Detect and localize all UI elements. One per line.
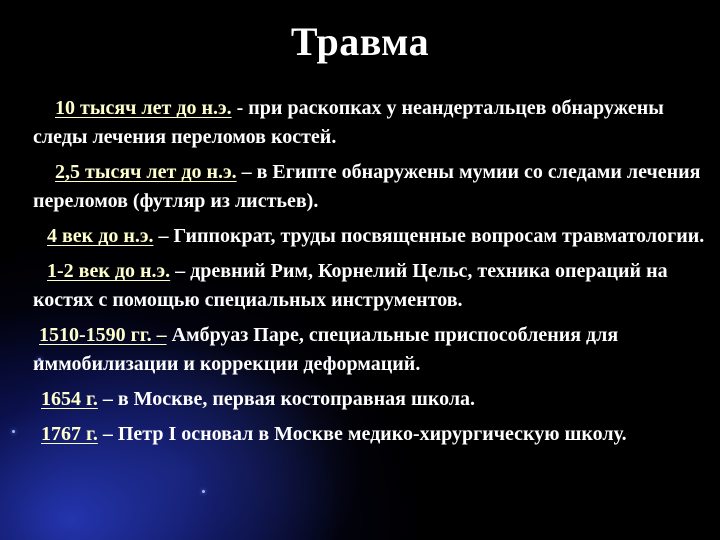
sparkle-decoration xyxy=(202,490,205,493)
list-item xyxy=(33,420,713,449)
slide-title: Травма xyxy=(290,19,430,64)
item-text: – в Египте обнаружены мумии со следами лечения переломов (футляр из листьев). xyxy=(33,161,701,212)
sparkle-decoration xyxy=(12,430,15,433)
item-text: – древний Рим, Корнелий Цельс, техника операций на костях с помощью специальных инструментов. xyxy=(33,260,668,311)
item-text: Амбруаз Паре, специальные приспособления для иммобилизации и коррекции деформаций. xyxy=(33,324,619,375)
list-item xyxy=(33,257,713,315)
slide-content xyxy=(33,94,713,455)
item-text: – Петр I основал в Москве медико-хирургическую школу. xyxy=(97,423,627,445)
item-date: 1654 г. xyxy=(41,388,98,410)
item-date: 1767 г. xyxy=(41,423,98,445)
item-text: – в Москве, первая костоправная школа. xyxy=(97,388,476,410)
item-text: – Гиппократ, труды посвященные вопросам травматологии. xyxy=(153,225,705,247)
list-item xyxy=(33,94,713,152)
item-date: 10 тысяч лет до н.э. xyxy=(55,97,232,119)
list-item xyxy=(33,222,713,251)
list-item xyxy=(33,158,713,216)
item-date: 4 век до н.э. xyxy=(47,225,154,247)
item-date: 2,5 тысяч лет до н.э. xyxy=(55,161,237,183)
list-item xyxy=(33,385,713,414)
item-text: - при раскопках у неандертальцев обнаружены следы лечения переломов костей. xyxy=(33,97,664,148)
item-date: 1510-1590 гг. – xyxy=(39,324,167,346)
item-date: 1-2 век до н.э. xyxy=(47,260,171,282)
list-item xyxy=(33,321,713,379)
